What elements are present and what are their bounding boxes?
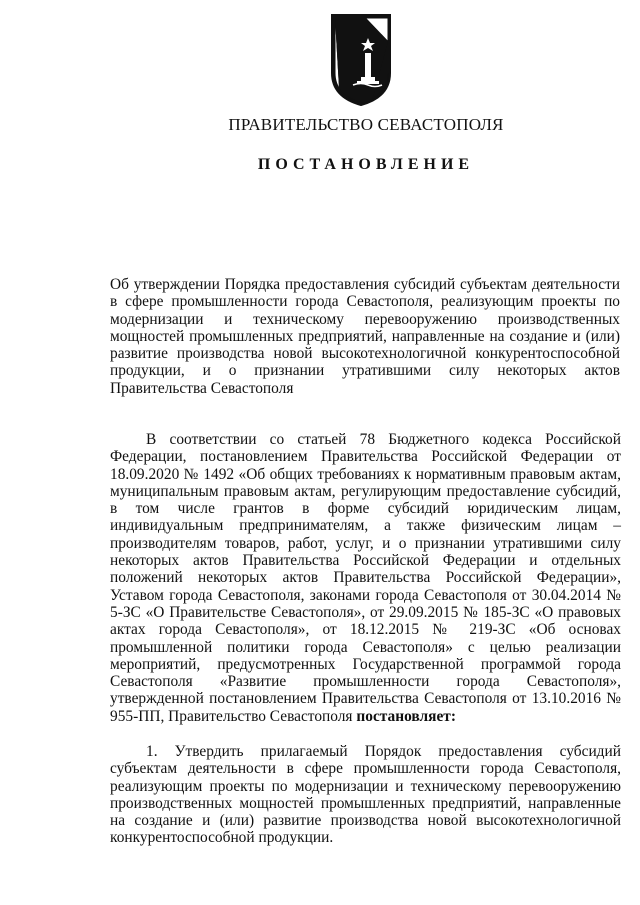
preamble-text: В соответствии со статьей 78 Бюджетного кодекса Российской Федерации, постановлением Правительства Российской Федерации от 18.09.2020 № 1492 «Об общих требованиях к нормативным правовым актам, муниципальным правовым актам, регулирующим предоставление субсидий, в том числе грантов в форме субсидий юридическим лицам, индивидуальным предпринимателям, а также физическим лицам – производителям товаров, работ, услуг, и о признании утратившими силу некоторых актов Правительства Российской Федерации и отдельных положений некоторых актов Правительства Российской Федерации», Уставом города Севастополя, законами города Севастополя от 30.04.2014 № 5-ЗС «О Правительстве Севастополя», от 29.09.2015 № 185-ЗС «О правовых актах города Севастополя», от 18.12.2015 № 219-ЗС «Об основах промышленной политики города Севастополя» с целью реализации мероприятий, предусмотренных Государственной программой города Севастополя «Развитие промышленности города Севастополя», утвержденной постановлением Правительства Севастополя от 13.10.2016 № 955-ПП, Правительство Севастополя (110, 431, 621, 725)
preamble-decision-word: постановляет: (356, 707, 456, 725)
preamble-paragraph (110, 431, 621, 725)
item-1-paragraph: 1. Утвердить прилагаемый Порядок предоставления субсидий субъектам деятельности в сфере промышленности города Севастополя, реализующим проекты по модернизации и техническому перевооружению производственных мощностей промышленных предприятий, направленные на создание и (или) развитие производства новой высокотехнологичной конкурентоспособной продукции. (110, 743, 621, 847)
government-title: ПРАВИТЕЛЬСТВО СЕВАСТОПОЛЯ (228, 115, 504, 134)
resolution-subject: Об утверждении Порядка предоставления субсидий субъектам деятельности в сфере промышленности города Севастополя, реализующим проекты по модернизации и техническому перевооружению производственных мощностей промышленных предприятий, направленные на создание и (или) развитие производства новой высокотехнологичной конкурентоспособной продукции, и о признании утратившими силу некоторых актов Правительства Севастополя (110, 276, 620, 397)
document-type: ПОСТАНОВЛЕНИЕ (257, 156, 475, 173)
sevastopol-coat-of-arms-icon (330, 13, 392, 107)
